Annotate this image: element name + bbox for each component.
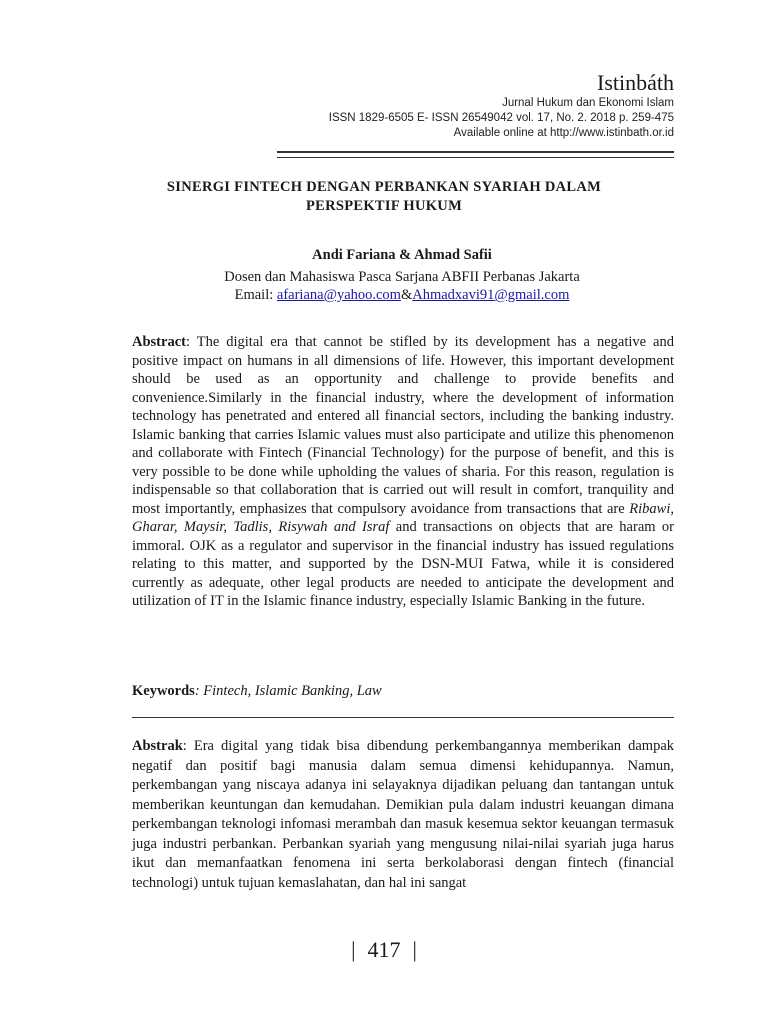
abstract-italic-terms: Ribawi, Gharar, Maysir, Tadlis, Risywah and Israf xyxy=(132,500,674,535)
author-names: Andi Fariana & Ahmad Safii xyxy=(312,247,492,263)
email-link-2[interactable]: Ahmadxavi91@gmail.com xyxy=(412,287,570,303)
author-block xyxy=(132,245,672,304)
abstract-section xyxy=(132,333,674,611)
journal-name: Istinbáth xyxy=(597,70,674,95)
email-prefix: Email: xyxy=(234,287,277,303)
abstract-text-1: : The digital era that cannot be stifled by its development has a negative and positive impact on humans in all dimensions of life. However, this important development should be used as an opportunity and challenge to provide benefits and convenience.Similarly in the financial industry, where the development of information technology has penetrated and entered all financial sectors, including the banking industry. Islamic banking that carries Islamic values must also participate and utilize this phenomenon and collaborate with Fintech (Financial Technology) for the purpose of benefit, and this is very possible to be done while upholding the values of sharia. For this reason, regulation is indispensable so that collaboration that is carried out will result in comfort, tranquility and most importantly, emphasizes that compulsory avoidance from transactions that are xyxy=(132,334,674,517)
footer-left-bar: | xyxy=(351,937,356,962)
article-title xyxy=(100,178,668,216)
header-divider xyxy=(277,151,674,158)
abstrak-label: Abstrak xyxy=(132,738,183,754)
keywords-values: : Fintech, Islamic Banking, Law xyxy=(194,683,382,699)
keywords-label: Keywords xyxy=(132,683,195,699)
abstract-text-2: and transactions on objects that are haram or immoral. OJK as a regulator and supervisor in the financial industry has issued regulations relating to this matter, and supported by the DSN-MUI Fatwa, while it is considered currently as adequate, other legal products are needed to anticipate the development and utilization of IT in the Islamic finance industry, especially Islamic Banking in the future. xyxy=(132,519,674,609)
page-footer xyxy=(0,936,768,964)
footer-right-bar: | xyxy=(412,937,417,962)
email-separator: & xyxy=(400,287,413,303)
affiliation: Dosen dan Mahasiswa Pasca Sarjana ABFII Perbanas Jakarta xyxy=(224,269,580,285)
journal-issn: ISSN 1829-6505 E- ISSN 26549042 vol. 17, No. 2. 2018 p. 259-475 xyxy=(328,112,674,124)
article-title-line-1: SINERGI FINTECH DENGAN PERBANKAN SYARIAH DALAM xyxy=(166,179,602,195)
keywords-line xyxy=(132,682,674,701)
abstrak-section xyxy=(132,737,674,893)
article-title-line-2: PERSPEKTIF HUKUM xyxy=(305,198,463,214)
abstrak-paragraph xyxy=(132,737,674,893)
journal-header xyxy=(329,70,674,141)
email-link-1[interactable]: afariana@yahoo.com xyxy=(276,287,401,303)
abstrak-text: : Era digital yang tidak bisa dibendung perkembangannya memberikan dampak negatif dan positif bagi manusia dalam semua dimensi kehidupannya. Namun, perkembangan yang niscaya adanya ini selayaknya dijadikan peluang dan tantangan untuk memberikan keuntungan dan kemudahan. Demikian pula dalam industri keuangan dimana perkembangan teknologi infomasi merambah dan masuk kesemua sektor keuangan termasuk juga industri perbankan. Perbankan syariah yang mengusung nilai-nilai syariah juga harus ikut dan memanfaatkan fenomena ini serta berkolaborasi dengan fintech (financial technologi) untuk tujuan kemaslahatan, dan hal ini sangat xyxy=(132,738,674,891)
journal-online-url: Available online at http://www.istinbath.or.id xyxy=(453,127,674,139)
journal-subtitle: Jurnal Hukum dan Ekonomi Islam xyxy=(502,97,674,109)
page-number: 417 xyxy=(367,937,401,962)
abstract-label: Abstract xyxy=(132,334,186,350)
abstract-paragraph xyxy=(132,333,674,611)
email-line xyxy=(132,286,672,304)
section-divider xyxy=(132,717,674,718)
